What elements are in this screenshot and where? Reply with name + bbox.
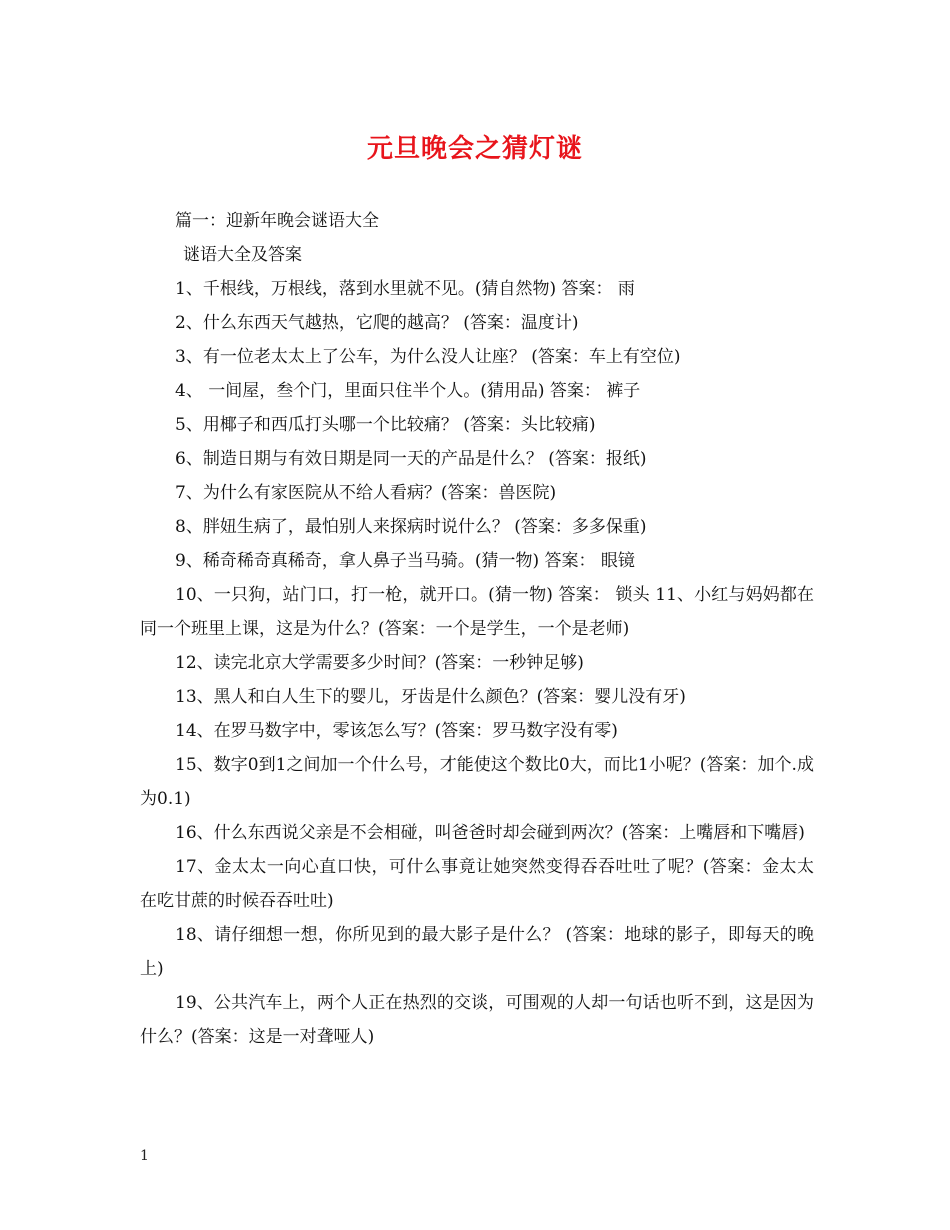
subheading: 谜语大全及答案 <box>183 245 302 265</box>
riddle-paragraph: 17、金太太一向心直口快，可什么事竟让她突然变得吞吞吐吐了呢？(答案：金太太在吃甘蔗的时候吞吞吐吐) <box>140 857 814 911</box>
riddle-paragraph: 1、千根线，万根线，落到水里就不见。(猜自然物) 答案： 雨 <box>175 279 635 299</box>
page-number: 1 <box>140 1148 149 1164</box>
riddle-paragraph: 19、公共汽车上，两个人正在热烈的交谈，可围观的人却一句话也听不到，这是因为什么？(答案：这是一对聋哑人) <box>140 993 814 1047</box>
riddle-paragraph: 2、什么东西天气越热，它爬的越高？ (答案：温度计) <box>175 313 579 333</box>
riddle-paragraph: 8、胖妞生病了，最怕别人来探病时说什么？ (答案：多多保重) <box>175 517 647 537</box>
riddle-paragraph: 18、请仔细想一想，你所见到的最大影子是什么？ (答案：地球的影子，即每天的晚上) <box>140 925 814 979</box>
riddle-paragraph: 13、黑人和白人生下的婴儿，牙齿是什么颜色？(答案：婴儿没有牙) <box>175 687 686 707</box>
riddle-paragraph: 3、有一位老太太上了公车，为什么没人让座？ (答案：车上有空位) <box>175 347 681 367</box>
riddle-paragraph: 7、为什么有家医院从不给人看病？(答案：兽医院) <box>175 483 557 503</box>
page-title: 元旦晚会之猜灯谜 <box>366 134 583 164</box>
document-body <box>140 204 814 1054</box>
riddle-paragraph: 12、读完北京大学需要多少时间？(答案：一秒钟足够) <box>175 653 584 673</box>
riddle-paragraph: 16、什么东西说父亲是不会相碰，叫爸爸时却会碰到两次？(答案：上嘴唇和下嘴唇) <box>175 823 805 843</box>
riddle-paragraph: 10、一只狗，站门口，打一枪，就开口。(猜一物) 答案： 锁头 11、小红与妈妈都在同一个班里上课，这是为什么？(答案：一个是学生，一个是老师) <box>140 585 814 639</box>
riddle-paragraph: 6、制造日期与有效日期是同一天的产品是什么？ (答案：报纸) <box>175 449 647 469</box>
riddle-paragraph: 4、 一间屋，叁个门，里面只住半个人。(猜用品) 答案： 裤子 <box>175 381 641 401</box>
riddle-paragraph: 14、在罗马数字中，零该怎么写？(答案：罗马数字没有零) <box>175 721 618 741</box>
riddle-paragraph: 5、用椰子和西瓜打头哪一个比较痛？ (答案：头比较痛) <box>175 415 596 435</box>
riddle-paragraph: 15、数字0到1之间加一个什么号，才能使这个数比0大，而比1小呢？(答案：加个.成为0.1) <box>140 755 814 809</box>
riddle-paragraph: 9、稀奇稀奇真稀奇，拿人鼻子当马骑。(猜一物) 答案： 眼镜 <box>175 551 635 571</box>
section-heading: 篇一：迎新年晚会谜语大全 <box>175 211 379 231</box>
